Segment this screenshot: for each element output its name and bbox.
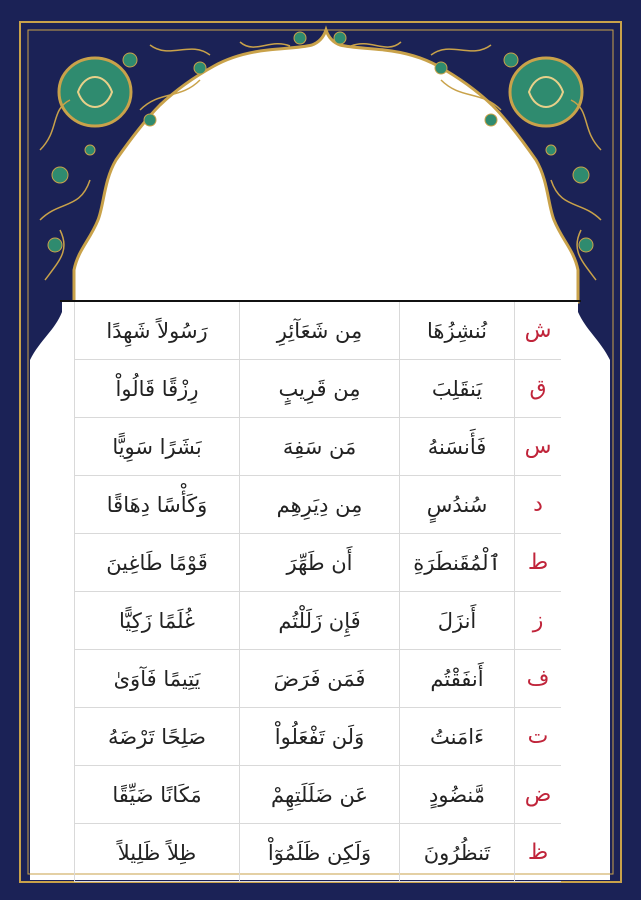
table-row <box>74 766 561 824</box>
table-row <box>74 592 561 650</box>
phrase-cell: غُلَمًا زَكِيًّا <box>74 592 239 649</box>
letter-cell: ت <box>514 708 561 765</box>
table-row <box>74 302 561 360</box>
letter-cell: ق <box>514 360 561 417</box>
right-medallion <box>510 58 582 126</box>
letter-cell: ض <box>514 766 561 823</box>
phrase-cell: قَوْمًا طَاغِينَ <box>74 534 239 591</box>
word-cell: سُندُسٍ <box>399 476 514 533</box>
word-cell: تَنظُرُونَ <box>399 824 514 881</box>
phrase-cell: ظِلاً ظَلِيلاً <box>74 824 239 881</box>
word-cell: يَنقَلِبَ <box>399 360 514 417</box>
phrase-cell: مِن شَعَآئِرِ <box>239 302 399 359</box>
phrase-cell: صَلِحًا تَرْضَهُ <box>74 708 239 765</box>
letter-cell: ظ <box>514 824 561 881</box>
letter-cell: ز <box>514 592 561 649</box>
phrase-cell: وَلَكِن ظَلَمُوٓاْ <box>239 824 399 881</box>
phrase-cell: مِن قَرِيبٍ <box>239 360 399 417</box>
phrase-cell: فَمَن فَرَضَ <box>239 650 399 707</box>
phrase-cell: يَتِيمًا فَآوَىٰ <box>74 650 239 707</box>
word-cell: ٱلْمُقَنطَرَةِ <box>399 534 514 591</box>
letter-cell: س <box>514 418 561 475</box>
table-row <box>74 824 561 882</box>
letter-cell: ط <box>514 534 561 591</box>
phrase-cell: رَسُولاً شَهِدًا <box>74 302 239 359</box>
arch-window <box>74 30 578 302</box>
phrase-cell: مَن سَفِهَ <box>239 418 399 475</box>
phrase-cell: رِزْقًا قَالُواْ <box>74 360 239 417</box>
table-row <box>74 476 561 534</box>
table-row <box>74 708 561 766</box>
left-medallion <box>59 58 131 126</box>
letter-cell: ش <box>514 302 561 359</box>
word-cell: أَنزَلَ <box>399 592 514 649</box>
phrase-cell: فَإِن زَلَلْتُم <box>239 592 399 649</box>
word-cell: فَأَنسَنهُ <box>399 418 514 475</box>
phrase-cell: مَكَانًا ضَيِّقًا <box>74 766 239 823</box>
phrase-cell: مِن دِيَرِهِم <box>239 476 399 533</box>
phrase-cell: وَكَأْسًا دِهَاقًا <box>74 476 239 533</box>
table-row <box>74 418 561 476</box>
letter-cell: د <box>514 476 561 533</box>
word-cell: مَّنضُودٍ <box>399 766 514 823</box>
letter-cell: ف <box>514 650 561 707</box>
word-cell: نُنشِزُهَا <box>399 302 514 359</box>
table-row <box>74 360 561 418</box>
word-cell: أَنفَقْتُم <box>399 650 514 707</box>
phrase-cell: عَن ضَلَلَتِهِمْ <box>239 766 399 823</box>
word-cell: ءَامَنتُ <box>399 708 514 765</box>
table-row <box>74 534 561 592</box>
phrase-cell: بَشَرًا سَوِيًّا <box>74 418 239 475</box>
table-row <box>74 650 561 708</box>
phrase-cell: وَلَن تَفْعَلُواْ <box>239 708 399 765</box>
letter-table <box>74 302 561 882</box>
phrase-cell: أَن طَهِّرَ <box>239 534 399 591</box>
